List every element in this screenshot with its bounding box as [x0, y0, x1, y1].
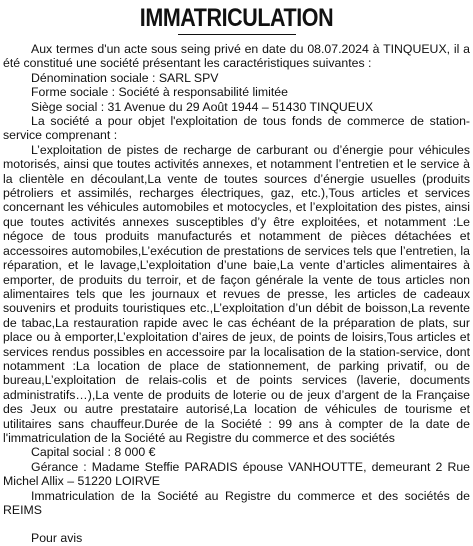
- title-underline: [178, 34, 296, 35]
- capital-line: Capital social : 8 000 €: [31, 445, 156, 460]
- head-office-line: Siège social : 31 Avenue du 29 Août 1944 – 51430 TINQUEUX: [31, 99, 374, 114]
- intro-paragraph: Aux termes d'un acte sous seing privé en date du 08.07.2024 à TINQUEUX, il a été constitué une société présentant les caractéristiques suivantes :: [3, 42, 470, 71]
- purpose-detail-paragraph: L’exploitation de pistes de recharge de carburant ou d’énergie pour véhicules motorisés, ainsi que toutes activités annexes, et notamment l’entretien et le service à la clientèle en découlant,La vente de toutes sources d’énergie usuelles (produits pétroliers et assimilés, recharges électriques, gaz, etc.),Tous articles et services concernant les véhicules automobiles et motocycles, et l’exploitation des pistes, ainsi que toutes activités annexes susceptibles d’y être exploitées, et notamment :Le négoce de tous produits manufacturés et notamment de pièces détachées et accessoires automobiles,L’exécution de prestations de services tels que l’entretien, la réparation, et le lavage,L’exploitation d’une baie,La vente d’articles alimentaires à emporter, de produits du terroir, et de façon générale la vente de tous articles non alimentaires tels que les journaux et revues de presse, les articles de cadeaux souvenirs et produits touristiques etc.,L’exploitation d’un débit de boisson,La revente de tabac,La restauration rapide avec le cas échéant de la préparation de plats, sur place ou à emporter,L’exploitation d’aires de jeux, de points de loisirs,Tous articles et services rendus possibles en accessoire par la localisation de la station-service, dont notamment :La location de place de stationnement, de parking privatif, ou de bureau,L’exploitation de relais-colis et de points services (laverie, documents administratifs…),La vente de produits de loterie ou de jeux d’argent de la Française des Jeux ou autre prestataire autorisé,La location de véhicules de tourisme et utilitaires sans chauffeur.Durée de la Société : 99 ans à compter de la date de l'immatriculation de la Société au Registre du commerce et des sociétés: [3, 142, 470, 445]
- registration-line: Immatriculation de la Société au Registre du commerce et des sociétés de REIMS: [3, 488, 470, 517]
- notice-body: [3, 42, 470, 546]
- closing-line: Pour avis: [31, 531, 83, 546]
- notice-title: IMMATRICULATION: [139, 4, 334, 32]
- legal-form-line: Forme sociale : Société à responsabilité limitée: [31, 85, 288, 100]
- purpose-intro-paragraph: La société a pour objet l'exploitation de tous fonds de commerce de station-service comprenant :: [3, 114, 470, 143]
- management-paragraph: Gérance : Madame Steffie PARADIS épouse VANHOUTTE, demeurant 2 Rue Michel Allix – 51220 LOIRVE: [3, 459, 470, 489]
- spacer: [3, 517, 470, 531]
- company-name-line: Dénomination sociale : SARL SPV: [31, 70, 219, 85]
